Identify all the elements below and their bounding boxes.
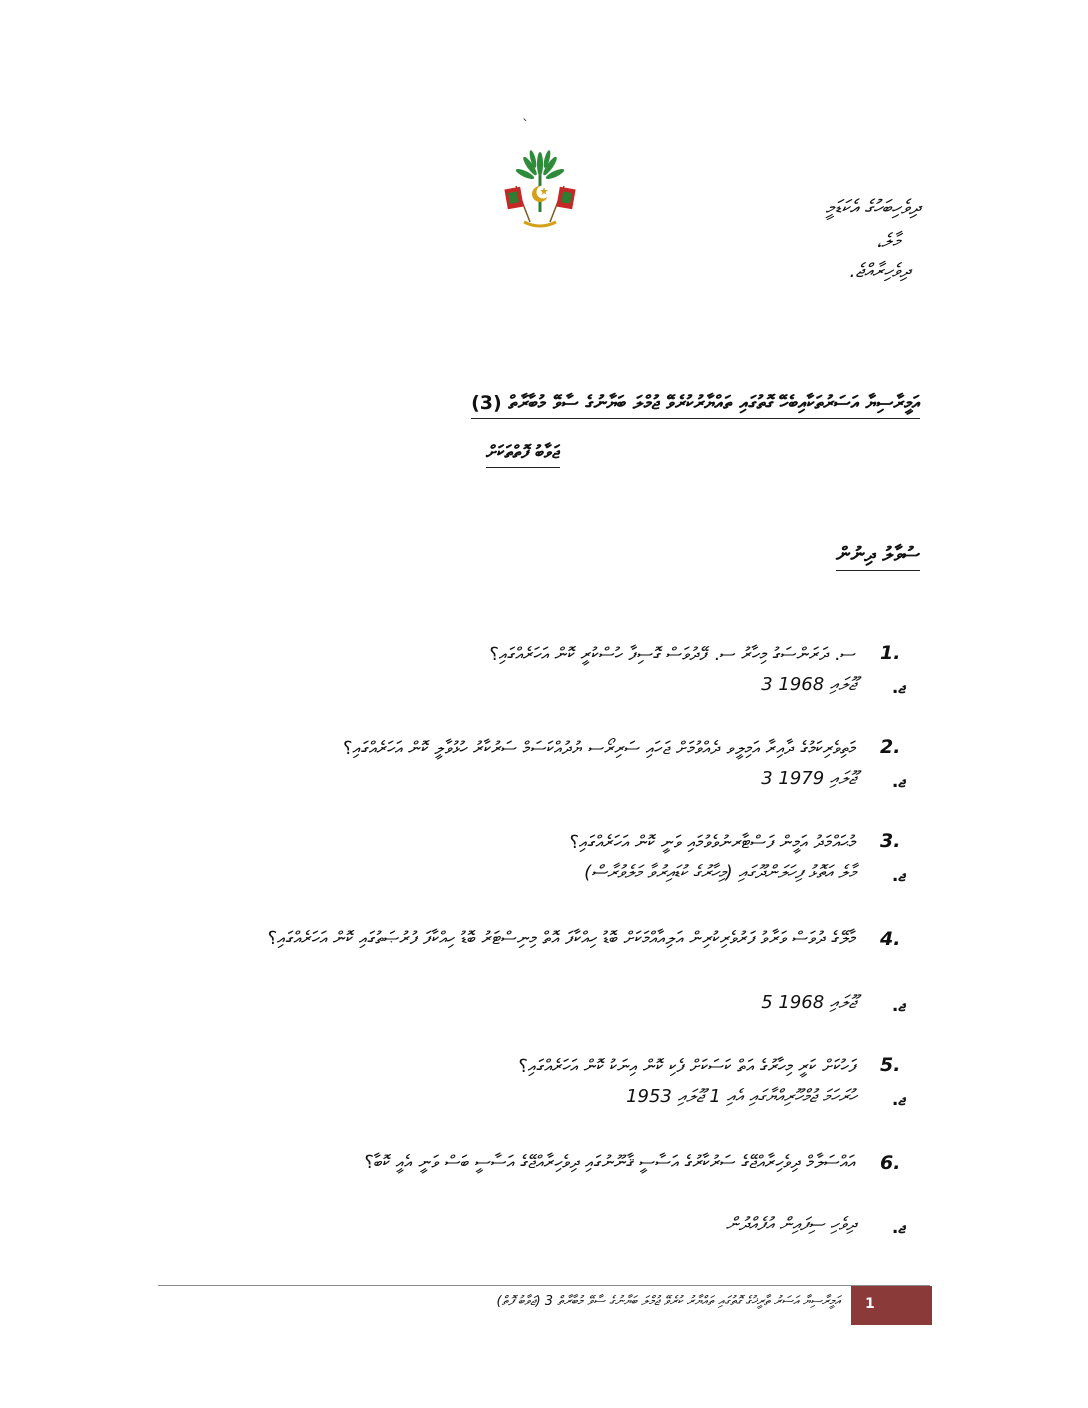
question-number: 1.: [880, 642, 901, 664]
country-line: ދިވެހިރާއްޖެ.: [849, 260, 910, 282]
answer-text: މާލެ އަތޮޅު ފިހަލަންދޫގައި (މިހާރުގެ ކުޑައިރުވާ މަލެވުރާސް): [584, 862, 856, 883]
answer-mark: ޖ.: [891, 866, 906, 886]
answer-text: 3 ޖޫލައި 1979: [761, 768, 856, 789]
question-text: މާލޭގެ ދުވަސް ވަރާވު ފަރުވެރިކުރިން އަލިއާއްމަކަށް ބޮޑު ހިއްކާފަ އޮތް މިނިސްޓަރު ބޮޑު ހިއްކާފަ ފުރުޞަތުގައި ކޮން އަހަރެއްގައި؟: [267, 928, 856, 949]
question-number: 5.: [880, 1054, 901, 1076]
answer-text: ދިވެހި ސިފައިން އުފެއްދުން: [725, 1214, 856, 1235]
section-heading: [836, 542, 920, 566]
stray-mark: `: [522, 118, 529, 134]
page-number-badge: [851, 1286, 932, 1325]
answer-mark: ޖ.: [891, 1218, 906, 1238]
state-emblem-icon: [500, 150, 580, 232]
answer-mark: ޖ.: [891, 772, 906, 792]
question-text: ފަހުކަށް ކަރީ މިހާރުގެ އަތް ކަސަކަށް ފެކި ކޮން އިނަކު ކޮން އަހަރެއްގައި؟: [518, 1056, 856, 1077]
question-number: 6.: [880, 1152, 901, 1174]
organization-line: ދިވެހިބަހުގެ އެކަޑަމީ: [825, 195, 920, 219]
question-number: 4.: [880, 928, 901, 950]
footer-divider: [158, 1285, 930, 1286]
answer-text: 3 ޖޫލައި 1968: [761, 674, 856, 695]
question-text: އައްސަލާމް ދިވެހިރާއްޖޭގެ ސަރުކާރުގެ އަސާސީ ޤާނޫނުގައި ދިވެހިރާއްޖޭގެ އަސާސީ ބަސް ވަނީ އެއީ ކޮބާ؟: [364, 1152, 856, 1173]
page-number: 1: [865, 1296, 875, 1312]
question-number: 3.: [880, 830, 901, 852]
document-subtitle-text: ޖަވާބު ފޮތްތަކަށް: [486, 442, 560, 468]
document-title: [160, 392, 920, 414]
question-text: މަތިވެރިކަމުގެ ދާއިރާ އަމިލީވ ދެއްވުމަށް ޖަހައި ސަރިރޯސ ޔުދުއްކަސަމް ސަރުކާރު ހުޅުވާލީ ކޮން އަހަރެއްގައި؟: [342, 738, 856, 759]
question-text: ސ. ދަރަންސަގު މިހާރު ސ. ފޭދުވަސް ގޮސިފާ ހުސްކުރީ ކޮން އަހަރެއްގައި؟: [489, 644, 856, 665]
answer-mark: ޖ.: [891, 678, 906, 698]
question-number: 2.: [880, 736, 901, 758]
document-subtitle: [486, 442, 560, 463]
footer-title: އަމީރާސިޔާ އަސަރު ތާރީޚުގެ ގޮތުގައި ތައްޔާރު ކުރެވޭ ޖުމްލަ ބަޔާނުގެ ސާވޭ މުބާރާތް 3 (ޖަވާބު ފޮތް): [496, 1294, 840, 1309]
city-line: މާލެ،: [876, 230, 900, 252]
answer-mark: ޖ.: [891, 1090, 906, 1110]
answer-mark: ޖ.: [891, 996, 906, 1016]
document-title-text: އަމީރާސިޔާ އަސަރުތަކާއިބެހޭ ގޮތުގައި ތައްޔާރުކުރެވޭ ޖުމްލަ ބަޔާނުގެ ސާވޭ މުބާރާތް (3): [471, 392, 920, 419]
answer-text: 5 ޖޫލައި 1968: [761, 992, 856, 1013]
question-text: މުޙައްމަދު އަމީން ފަސްޓާރނުވެވުމައި ވަނީ ކޮން އަހަރެއްގައި؟: [569, 832, 856, 853]
section-heading-text: ސުވާލު ދިނުން: [836, 542, 920, 571]
answer-text: ހުރަހަމަ ޖުމްހޫރިއްޔާގައި އެއި 1 ޖޫލައި 1953: [626, 1086, 856, 1107]
